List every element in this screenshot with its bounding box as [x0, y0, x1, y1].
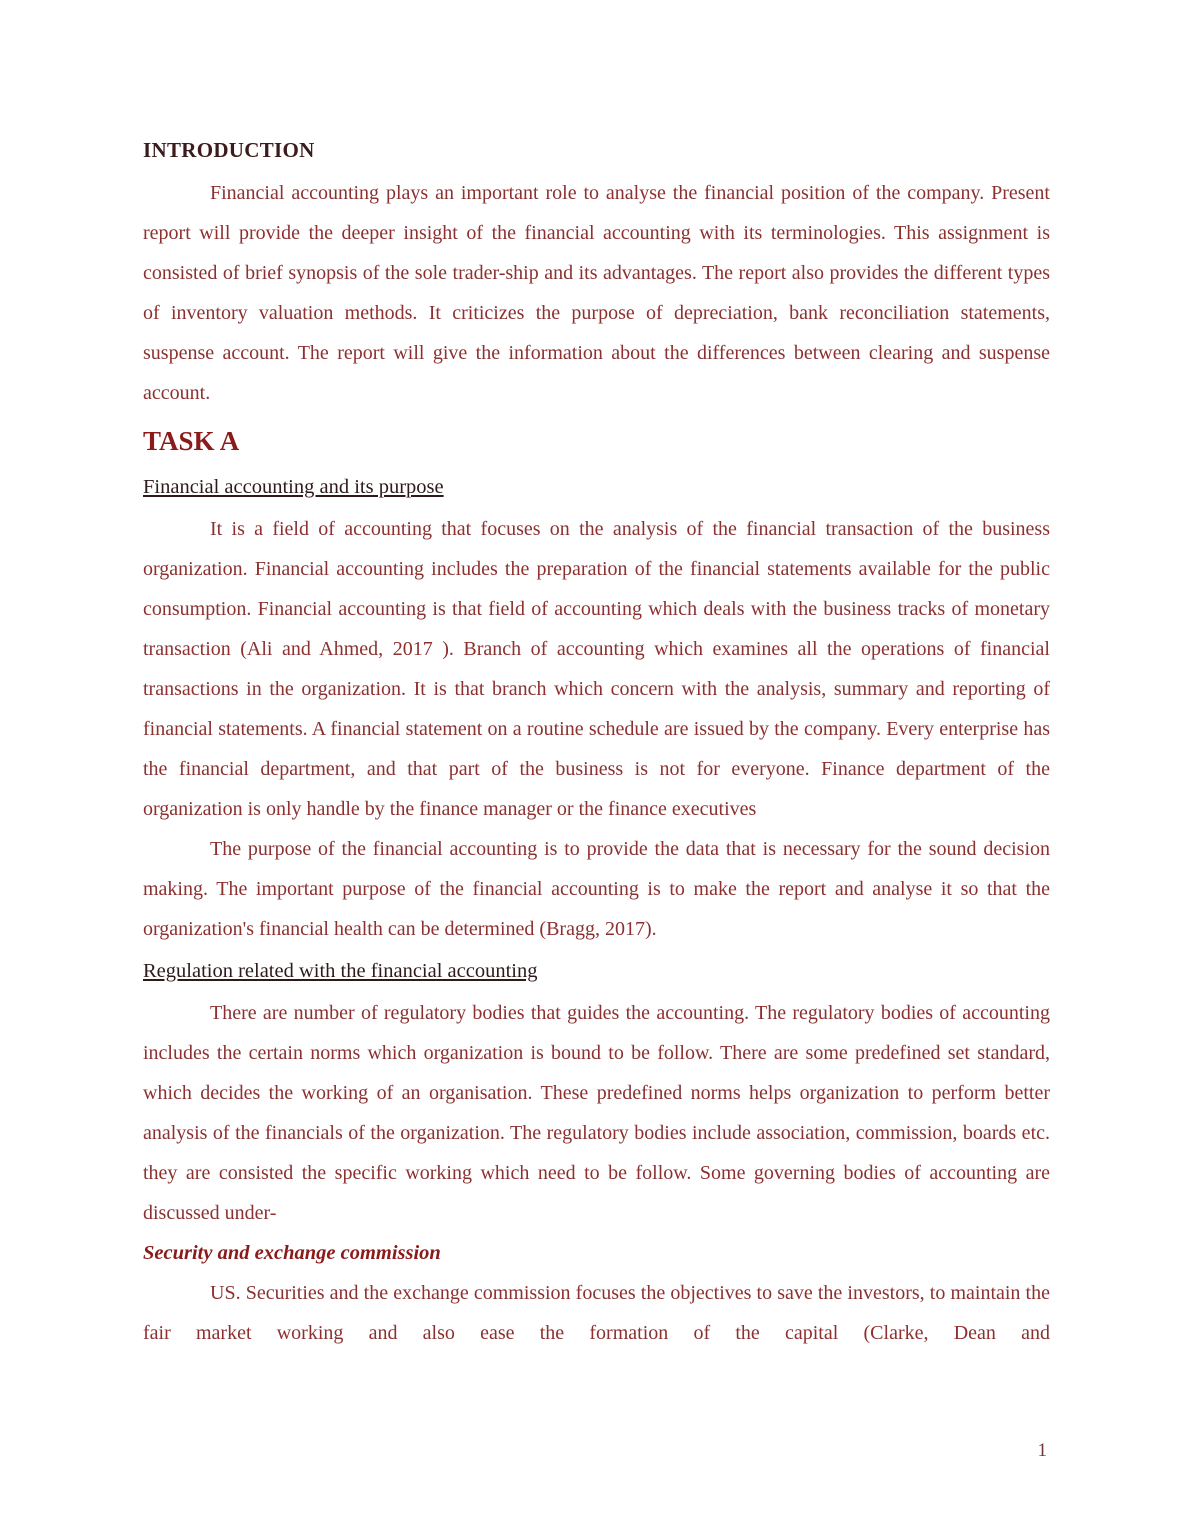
regulation-paragraph: There are number of regulatory bodies that guides the accounting. The regulatory bodies of accounting includes the certain norms which organization is bound to be follow. There are some predefined set standard, which decides the working of an organisation. These predefined norms helps organization to perform better analysis of the financials of the organization. The regulatory bodies include association, commission, boards etc. they are consisted the specific working which need to be follow. Some governing bodies of accounting are discussed under- — [143, 1002, 1050, 1224]
subheading-security-exchange-commission: Security and exchange commission — [143, 1242, 441, 1264]
heading-task-a: TASK A — [143, 426, 240, 456]
page-number: 1 — [1037, 1440, 1047, 1461]
sec-paragraph: US. Securities and the exchange commission focuses the objectives to save the investors, to maintain the fair market working and also ease the formation of the capital (Clarke, Dean and — [143, 1282, 1050, 1344]
subheading-financial-accounting-purpose: Financial accounting and its purpose — [143, 476, 444, 498]
intro-paragraph: Financial accounting plays an important role to analyse the financial position of the company. Present report will provide the deeper insight of the financial accounting with its terminologies. This assignment is consisted of brief synopsis of the sole trader-ship and its advantages. The report also provides the different types of inventory valuation methods. It criticizes the purpose of depreciation, bank reconciliation statements, suspense account. The report will give the information about the differences between clearing and suspense account. — [143, 182, 1050, 404]
subheading-regulation-financial-accounting: Regulation related with the financial accounting — [143, 960, 538, 982]
heading-introduction: INTRODUCTION — [143, 138, 315, 162]
purpose-paragraph-2: The purpose of the financial accounting is to provide the data that is necessary for the sound decision making. The important purpose of the financial accounting is to make the report and analyse it so that the organization's financial health can be determined (Bragg, 2017). — [143, 838, 1050, 940]
purpose-paragraph-1: It is a field of accounting that focuses on the analysis of the financial transaction of the business organization. Financial accounting includes the preparation of the financial statements available for the public consumption. Financial accounting is that field of accounting which deals with the business tracks of monetary transaction (Ali and Ahmed, 2017 ). Branch of accounting which examines all the operations of financial transactions in the organization. It is that branch which concern with the analysis, summary and reporting of financial statements. A financial statement on a routine schedule are issued by the company. Every enterprise has the financial department, and that part of the business is not for everyone. Finance department of the organization is only handle by the finance manager or the finance executives — [143, 518, 1050, 820]
